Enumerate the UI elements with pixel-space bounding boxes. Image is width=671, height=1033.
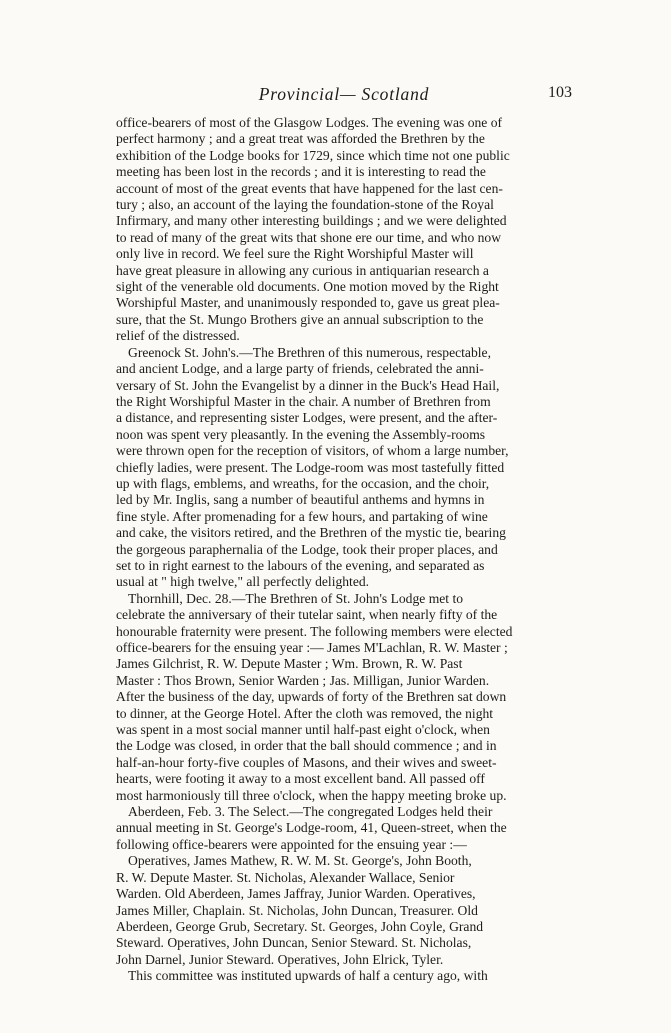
text-line: up with flags, emblems, and wreaths, for the occasion, and the choir, [116,475,490,491]
text-line: usual at " high twelve," all perfectly delighted. [116,574,370,590]
text-line: half-an-hour forty-five couples of Masons, and their wives and sweet- [116,754,497,770]
text-line: hearts, were footing it away to a most excellent band. All passed off [116,771,485,787]
body-text [116,115,572,985]
text-line: and ancient Lodge, and a large party of friends, celebrated the anni- [116,361,484,377]
text-line: noon was spent very pleasantly. In the evening the Assembly-rooms [116,426,486,442]
text-line: office-bearers of most of the Glasgow Lodges. The evening was one of [116,115,503,130]
text-line: fine style. After promenading for a few hours, and partaking of wine [116,508,488,524]
text-line: and cake, the visitors retired, and the Brethren of the mystic tie, bearing [116,525,506,541]
text-line: Master : Thos Brown, Senior Warden ; Jas. Milligan, Junior Warden. [116,672,490,688]
text-line: relief of the distressed. [116,328,240,344]
text-line: meeting has been lost in the records ; and it is interesting to read the [116,164,486,180]
text-line: Greenock St. John's.—The Brethren of this numerous, respectable, [128,344,491,360]
text-line: annual meeting in St. George's Lodge-room, 41, Queen-street, when the [116,820,507,836]
text-line: Operatives, James Mathew, R. W. M. St. George's, John Booth, [128,853,472,869]
text-line: set to in right earnest to the labours of the evening, and separated as [116,557,485,573]
text-line: following office-bearers were appointed for the ensuing year :— [116,836,467,852]
text-line: Aberdeen, George Grub, Secretary. St. Georges, John Coyle, Grand [116,918,484,934]
text-line: celebrate the anniversary of their tutelar saint, when nearly fifty of the [116,607,498,623]
text-line: chiefly ladies, were present. The Lodge-room was most tastefully fitted [116,459,505,475]
page-number: 103 [548,84,572,101]
text-line: to dinner, at the George Hotel. After the cloth was removed, the night [116,705,494,721]
text-line: only live in record. We feel sure the Right Worshipful Master will [116,246,474,262]
running-title: Provincial— Scotland [258,84,430,104]
text-line: Aberdeen, Feb. 3. The Select.—The congregated Lodges held their [128,804,493,820]
text-line: most harmoniously till three o'clock, when the happy meeting broke up. [116,787,507,803]
text-line: Steward. Operatives, John Duncan, Senior Steward. St. Nicholas, [116,935,472,951]
text-line: John Darnel, Junior Steward. Operatives, John Elrick, Tyler. [116,951,444,967]
text-line: After the business of the day, upwards of forty of the Brethren sat down [116,689,507,705]
text-line: to read of many of the great wits that shone ere our time, and who now [116,229,502,245]
text-line: This committee was instituted upwards of half a century ago, with [128,968,488,984]
text-line: the gorgeous paraphernalia of the Lodge, took their proper places, and [116,541,498,557]
text-line: was spent in a most social manner until half-past eight o'clock, when [116,722,490,738]
text-line: office-bearers for the ensuing year :— James M'Lachlan, R. W. Master ; [116,640,508,655]
text-line: tury ; also, an account of the laying the foundation-stone of the Royal [116,197,494,213]
text-line: James Gilchrist, R. W. Depute Master ; Wm. Brown, R. W. Past [116,656,463,672]
text-line: versary of St. John the Evangelist by a dinner in the Buck's Head Hail, [116,377,500,393]
text-line: honourable fraternity were present. The following members were elected [116,623,513,639]
text-line: Worshipful Master, and unanimously responded to, gave us great plea- [116,295,500,311]
text-line: sight of the venerable old documents. One motion moved by the Right [116,279,499,295]
page-header [116,84,572,106]
text-line: Warden. Old Aberdeen, James Jaffray, Junior Warden. Operatives, [116,886,476,902]
text-line: James Miller, Chaplain. St. Nicholas, John Duncan, Treasurer. Old [116,902,478,918]
text-line: sure, that the St. Mungo Brothers give an annual subscription to the [116,311,484,327]
text-line: R. W. Depute Master. St. Nicholas, Alexander Wallace, Senior [116,869,455,885]
text-line: the Right Worshipful Master in the chair. A number of Brethren from [116,393,491,409]
text-line: a distance, and representing sister Lodges, were present, and the after- [116,410,498,426]
text-line: the Lodge was closed, in order that the ball should commence ; and in [116,738,497,754]
text-line: Thornhill, Dec. 28.—The Brethren of St. John's Lodge met to [128,590,464,606]
text-line: led by Mr. Inglis, sang a number of beautiful anthems and hymns in [116,492,485,508]
text-line: exhibition of the Lodge books for 1729, since which time not one public [116,147,510,163]
text-line: Infirmary, and many other interesting buildings ; and we were delighted [116,213,507,229]
text-line: have great pleasure in allowing any curious in antiquarian research a [116,262,489,278]
text-line: account of most of the great events that have happened for the last cen- [116,180,503,196]
text-line: perfect harmony ; and a great treat was afforded the Brethren by the [116,131,485,147]
text-line: were thrown open for the reception of visitors, of whom a large number, [116,443,509,459]
